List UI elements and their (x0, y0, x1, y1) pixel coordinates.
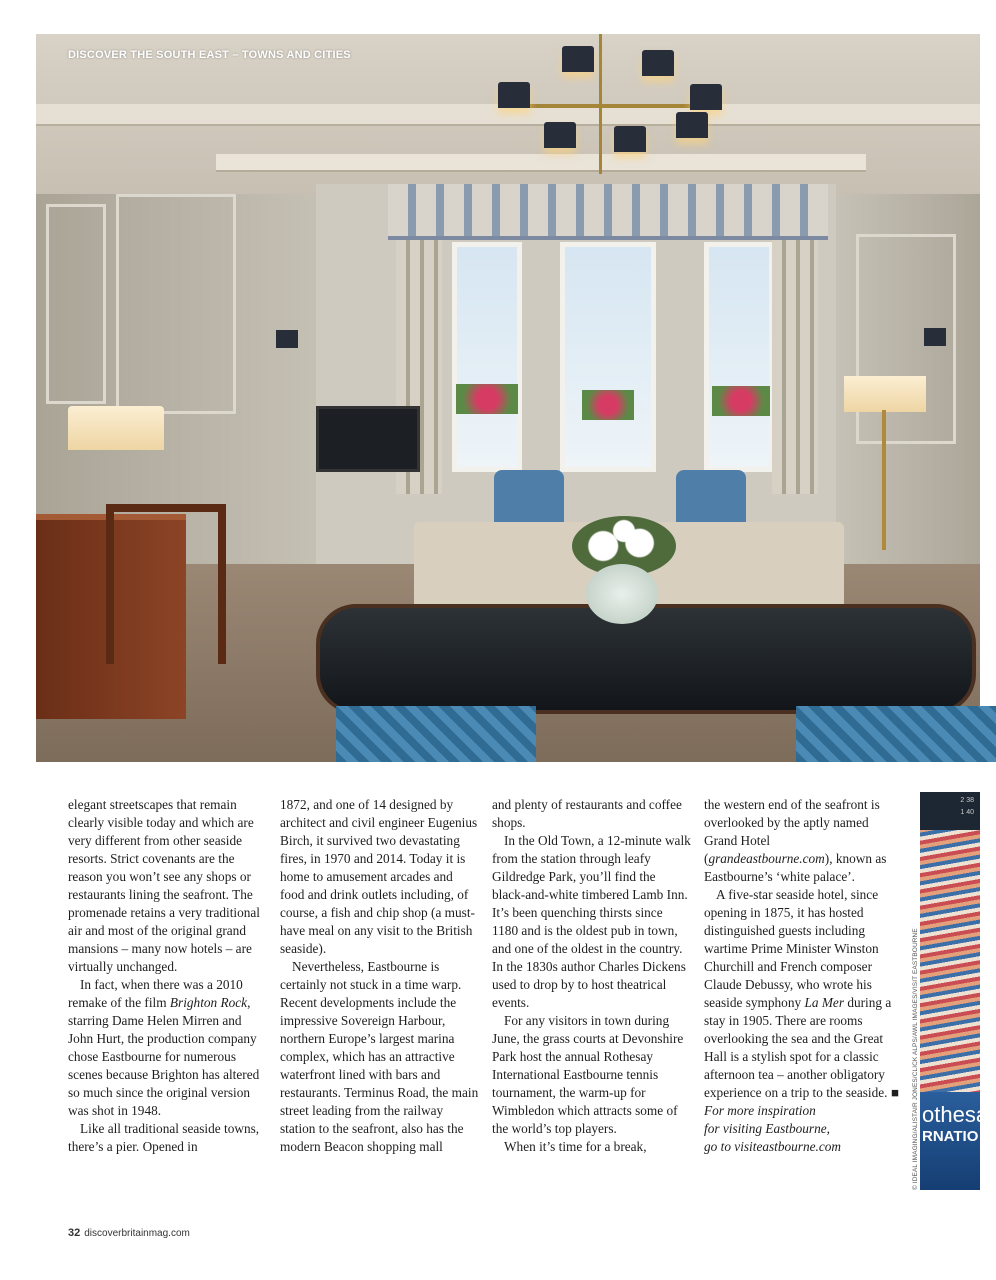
photo-dining-chair (796, 706, 996, 762)
tennis-crowd-photo (920, 792, 989, 1190)
paragraph-text: In fact, when there was a 2010 remake of the film (68, 977, 243, 1010)
paragraph (704, 796, 900, 886)
scoreboard (920, 792, 980, 830)
photo-credit: © IDEAL IMAGING/ALISTAIR JONES/CLICK ALPS/AWL IMAGES/VISIT EASTBOURNE (912, 928, 919, 1190)
photo-floor-lamp (844, 376, 926, 412)
photo-chandelier-shade (642, 50, 674, 76)
page-number: 32 (68, 1227, 81, 1239)
photo-chandelier-shade (562, 46, 594, 72)
paragraph-text: the western end of the seafront is overlooked by the aptly named Grand Hotel ( (704, 797, 880, 866)
paragraph (704, 886, 900, 1102)
photo-window (452, 242, 522, 472)
photo-chandelier-arm (506, 104, 720, 108)
paragraph: In the Old Town, a 12-minute walk from the station through leafy Gildredge Park, you’ll find the black-and-white timbered Lamb Inn. It’s been quenching thirsts since 1180 and is the oldest pub in town, and one of the oldest in the country. In the 1830s author Charles Dickens used to drop by to host theatrical events. (492, 833, 691, 1010)
photo-flower-box (712, 386, 770, 416)
paragraph-text: during a stay in 1905. There are rooms overlooking the sea and the Great Hall is a stylish spot for a classic afternoon tea – another obligatory experience on a trip to the seaside. ■ (704, 995, 899, 1100)
hero-photo-hotel-suite (36, 34, 980, 762)
closing-note-link[interactable]: go to visiteastbourne.com (704, 1139, 842, 1154)
photo-television (316, 406, 420, 472)
photo-curtain-valance (388, 184, 828, 240)
photo-wall-panel (46, 204, 106, 404)
photo-wall-panel (116, 194, 236, 414)
closing-note-line: for visiting Eastbourne, (704, 1121, 830, 1136)
sponsor-banner-text: RNATIO (922, 1128, 979, 1145)
scoreboard-row: 1 40 (960, 809, 974, 816)
photo-flower-box (456, 384, 518, 414)
sponsor-banner (920, 1092, 989, 1190)
paragraph: Nevertheless, Eastbourne is certainly not stuck in a time warp. Recent developments include the impressive Sovereign Harbour, northern Europe’s largest marina complex, which has an attractive waterfront lined with bars and restaurants. Terminus Road, the main street leading from the railway station to the seafront, also has the modern Beacon shopping mall (280, 959, 479, 1154)
film-title: Brighton Rock (169, 995, 248, 1010)
hotel-website-link[interactable]: grandeastbourne.com (708, 851, 825, 866)
photo-window (560, 242, 656, 472)
photo-armchair (676, 470, 746, 530)
closing-note-line: For more inspiration (704, 1103, 816, 1118)
photo-wall-sconce (276, 330, 298, 348)
paragraph: When it’s time for a break, (504, 1139, 647, 1154)
photo-ceiling-beam (216, 154, 866, 172)
photo-flower-box (582, 390, 634, 420)
photo-chandelier-shade (676, 112, 708, 138)
text-column-2 (280, 796, 480, 1156)
paragraph (68, 976, 268, 1120)
photo-floor-lamp-stand (882, 410, 886, 550)
photo-curtain (772, 234, 818, 494)
photo-dining-chair (336, 706, 536, 762)
photo-chandelier-shade (614, 126, 646, 152)
photo-desk-chair (106, 504, 226, 664)
photo-chandelier-shade (498, 82, 530, 108)
photo-dining-table (316, 604, 976, 714)
paragraph: and plenty of restaurants and coffee shops. (492, 797, 682, 830)
photo-armchair (494, 470, 564, 530)
text-column-3 (492, 796, 692, 1156)
paragraph: elegant streetscapes that remain clearly visible today and which are very different from other seaside resorts. Strict covenants are the reason you won’t see any shops or restaurants lining the seafront. The promenade retains a very traditional air and most of the original grand mansions – many now hotels – are virtually unchanged. (68, 797, 260, 974)
scoreboard-row: 2 38 (960, 797, 974, 804)
paragraph-text: , starring Dame Helen Mirren and John Hurt, the production company chose Eastbourne for numerous scenes because Brighton has altered so much since the original version was shot in 1948. (68, 995, 260, 1118)
text-column-4 (704, 796, 900, 1156)
photo-vase (586, 564, 658, 624)
sponsor-banner-text: othesa (922, 1102, 989, 1127)
closing-note (704, 1102, 900, 1156)
paragraph: For any visitors in town during June, the grass courts at Devonshire Park host the annual Rothesay International Eastbourne tennis tournament, the warm-up for Wimbledon which attracts some of the world’s top players. (492, 1013, 684, 1136)
footer-site: discoverbritainmag.com (84, 1228, 190, 1239)
text-column-1 (68, 796, 268, 1156)
photo-window (704, 242, 774, 472)
photo-chandelier-shade (690, 84, 722, 110)
symphony-title: La Mer (804, 995, 844, 1010)
photo-chandelier-shade (544, 122, 576, 148)
paragraph-text: ), known as Eastbourne’s ‘white palace’. (704, 851, 887, 884)
page-footer (68, 1227, 190, 1239)
photo-wall-sconce (924, 328, 946, 346)
paragraph: 1872, and one of 14 designed by architect and civil engineer Eugenius Birch, it survived two devastating fires, in 1970 and 2014. Today it is home to amusement arcades and food and drink outlets including, of course, a fish and chip shop (a must-have meal on any visit to the British seaside). (280, 797, 478, 956)
photo-desk-lamp (68, 406, 164, 450)
paragraph: Like all traditional seaside towns, there’s a pier. Opened in (68, 1121, 260, 1154)
paragraph-text: A five-star seaside hotel, since opening in 1875, it has hosted distinguished guests including wartime Prime Minister Winston Churchill and French composer Claude Debussy, who wrote his seaside symphony (704, 887, 879, 1010)
section-label: DISCOVER THE SOUTH EAST – TOWNS AND CITIES (68, 49, 351, 61)
